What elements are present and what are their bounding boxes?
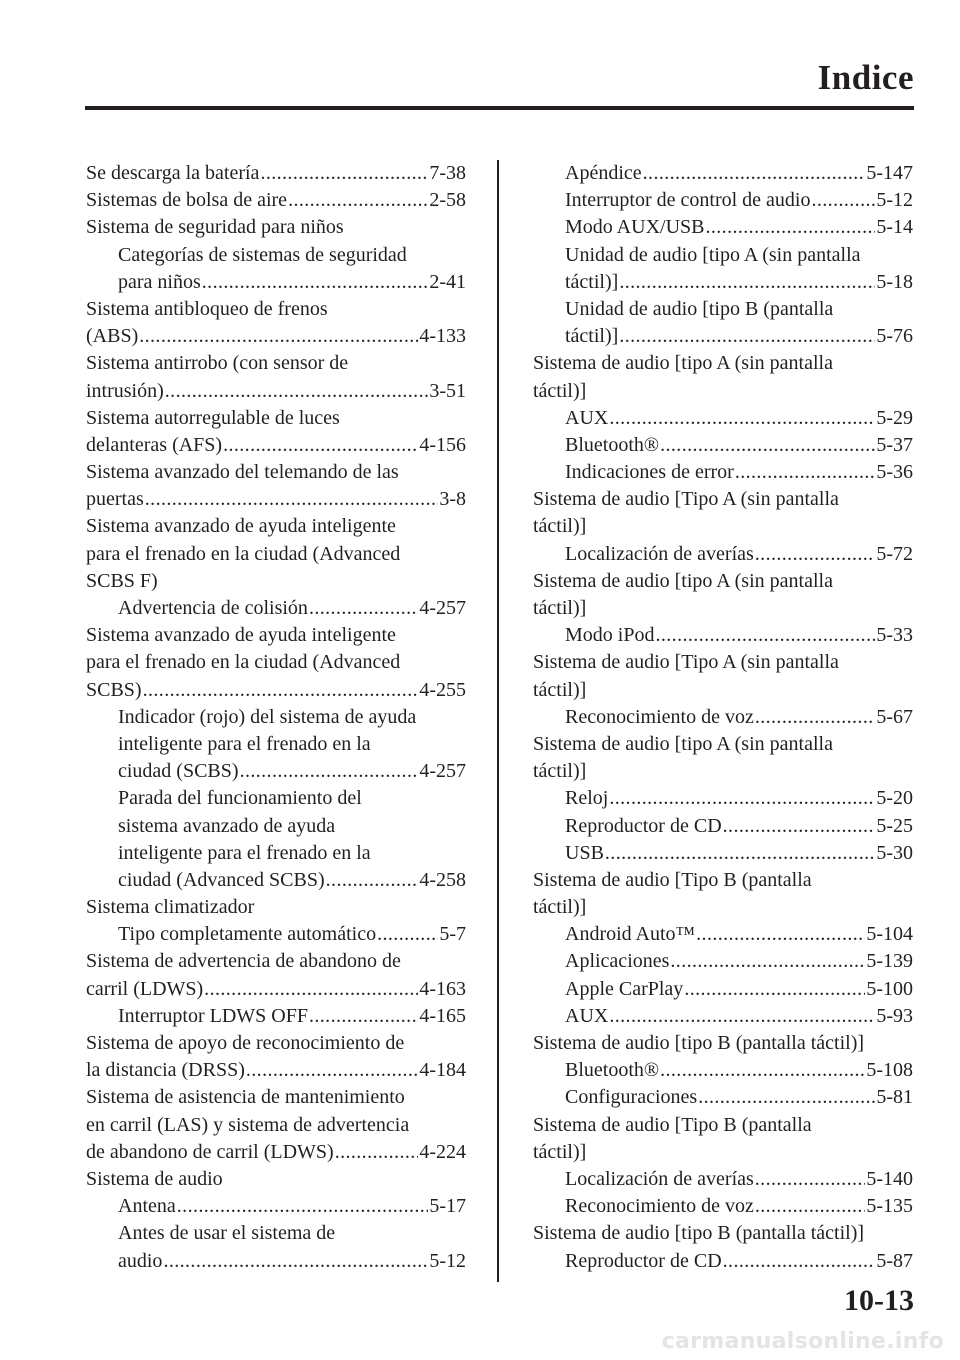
dot-leader	[698, 1084, 875, 1111]
index-entry	[86, 921, 466, 948]
index-entry-text: Sistema de asistencia de mantenimiento	[86, 1086, 405, 1109]
index-entry-text: Sistema de audio [Tipo A (sin pantalla	[533, 488, 839, 511]
dot-leader	[619, 323, 875, 350]
index-entry-text: Tipo completamente automático	[118, 923, 377, 946]
dot-leader	[755, 704, 876, 731]
index-heading	[86, 785, 466, 812]
index-page-ref: 4-255	[419, 678, 466, 701]
index-page-ref: 5-81	[876, 1086, 913, 1109]
index-entry-text: Sistema de audio [Tipo B (pantalla	[533, 868, 812, 891]
index-page-ref: 5-108	[866, 1059, 913, 1082]
index-entry-text: de abandono de carril (LDWS)	[86, 1140, 334, 1163]
index-page-ref: 5-20	[876, 787, 913, 810]
index-entry-text: carril (LDWS)	[86, 977, 204, 1000]
index-page-ref: 4-184	[419, 1059, 466, 1082]
index-entry-text: Sistema avanzado de ayuda inteligente	[86, 515, 396, 538]
index-entry	[86, 976, 466, 1003]
index-entry-text: Sistema climatizador	[86, 896, 255, 919]
index-entry-text: Sistema de audio [tipo B (pantalla táctil)]	[533, 1032, 865, 1054]
index-entry	[86, 160, 466, 187]
index-entry	[86, 1248, 466, 1275]
index-entry	[533, 1003, 913, 1030]
index-entry-text: Unidad de audio [tipo B (pantalla	[565, 297, 834, 320]
index-entry-text: Advertencia de colisión	[118, 597, 308, 619]
dot-leader	[811, 187, 875, 214]
index-page-ref: 5-72	[876, 542, 913, 565]
index-heading	[86, 894, 466, 921]
page-title: Indice	[817, 58, 914, 97]
index-entry-text: Modo iPod	[565, 624, 655, 647]
index-heading	[86, 948, 466, 975]
index-entry-text: Localización de averías	[565, 1167, 754, 1190]
page-number: 10-13	[844, 1284, 914, 1317]
index-heading	[533, 513, 913, 540]
index-entry-text: (ABS)	[86, 325, 139, 348]
index-heading	[86, 350, 466, 377]
index-entry	[86, 677, 466, 704]
index-heading	[533, 350, 913, 377]
index-heading	[533, 1030, 913, 1057]
dot-leader	[177, 1193, 429, 1220]
index-entry-text: táctil)]	[565, 270, 619, 293]
index-heading	[86, 568, 466, 595]
index-entry-text: delanteras (AFS)	[86, 433, 223, 456]
index-entry-text: Configuraciones	[565, 1086, 698, 1109]
index-page-ref: 5-87	[876, 1249, 913, 1272]
index-entry	[533, 948, 913, 975]
index-heading	[86, 731, 466, 758]
index-entry-text: táctil)]	[565, 325, 619, 348]
index-entry-text: Sistema autorregulable de luces	[86, 406, 340, 429]
index-page-ref: 4-165	[419, 1004, 466, 1027]
index-entry-text: Sistema de seguridad para niños	[86, 216, 344, 239]
index-entry-text: Sistema avanzado de ayuda inteligente	[86, 624, 396, 647]
index-entry-text: Indicador (rojo) del sistema de ayuda	[118, 705, 417, 728]
index-page-ref: 5-37	[876, 433, 913, 456]
index-heading	[533, 894, 913, 921]
index-entry-text: sistema avanzado de ayuda	[118, 814, 336, 837]
index-page-ref: 5-12	[429, 1249, 466, 1272]
index-entry-text: Sistemas de bolsa de aire	[86, 189, 288, 212]
index-page-ref: 5-7	[439, 923, 466, 946]
index-page-ref: 5-30	[876, 841, 913, 864]
index-entry-text: SCBS F)	[86, 569, 158, 592]
index-entry-text: Modo AUX/USB	[565, 216, 705, 239]
index-entry	[86, 486, 466, 513]
index-entry-text: Sistema antirrobo (con sensor de	[86, 352, 349, 375]
index-entry-text: táctil)]	[533, 760, 587, 783]
index-entry	[533, 1084, 913, 1111]
dot-leader	[755, 1193, 866, 1220]
index-entry-text: Reloj	[565, 787, 609, 810]
index-entry	[86, 595, 466, 622]
index-heading	[533, 758, 913, 785]
index-heading	[533, 1139, 913, 1166]
index-heading	[86, 405, 466, 432]
index-entry-text: Bluetooth®	[565, 1059, 660, 1082]
dot-leader	[609, 785, 875, 812]
dot-leader	[755, 1166, 866, 1193]
index-page-ref: 5-12	[876, 189, 913, 212]
index-heading	[86, 1084, 466, 1111]
index-page-ref: 5-135	[866, 1195, 913, 1218]
index-entry-text: Aplicaciones	[565, 950, 670, 973]
dot-leader	[288, 187, 428, 214]
index-entry	[533, 214, 913, 241]
index-page-ref: 4-257	[419, 760, 466, 783]
index-entry-text: ciudad (SCBS)	[118, 760, 239, 783]
index-page-ref: 2-58	[429, 189, 466, 212]
index-entry	[533, 323, 913, 350]
index-entry	[533, 1193, 913, 1220]
index-heading	[533, 595, 913, 622]
index-entry-text: Reproductor de CD	[565, 814, 722, 837]
index-entry-text: inteligente para el frenado en la	[118, 732, 371, 755]
index-entry-text: táctil)]	[533, 379, 587, 402]
index-heading	[533, 242, 913, 269]
dot-leader	[309, 1003, 418, 1030]
index-entry	[533, 1248, 913, 1275]
column-divider	[497, 160, 499, 1282]
index-entry-text: para el frenado en la ciudad (Advanced	[86, 542, 401, 565]
dot-leader	[723, 813, 876, 840]
index-entry	[533, 269, 913, 296]
index-entry-text: Indicaciones de error	[565, 461, 734, 484]
index-entry	[533, 1057, 913, 1084]
index-heading	[533, 649, 913, 676]
index-entry	[533, 785, 913, 812]
index-entry-text: táctil)]	[533, 515, 587, 538]
index-page-ref: 2-41	[429, 270, 466, 293]
index-entry-text: para niños	[118, 270, 201, 293]
index-entry-text: Categorías de sistemas de seguridad	[118, 243, 407, 266]
index-entry-text: táctil)]	[533, 896, 587, 919]
index-entry-text: Se descarga la batería	[86, 162, 260, 184]
dot-leader	[165, 378, 429, 405]
dot-leader	[246, 1057, 418, 1084]
dot-leader	[660, 1057, 865, 1084]
index-page-ref: 5-25	[876, 814, 913, 837]
index-heading	[86, 840, 466, 867]
dot-leader	[204, 976, 418, 1003]
index-heading	[533, 378, 913, 405]
index-entry	[533, 976, 913, 1003]
index-heading	[86, 1166, 466, 1193]
index-entry	[86, 1139, 466, 1166]
index-page-ref: 5-76	[876, 325, 913, 348]
index-entry-text: Interruptor LDWS OFF	[118, 1004, 308, 1027]
dot-leader	[202, 269, 429, 296]
index-entry	[533, 160, 913, 187]
dot-leader	[377, 921, 438, 948]
index-entry-text: Sistema de advertencia de abandono de	[86, 950, 401, 973]
index-entry-text: Bluetooth®	[565, 433, 660, 456]
index-page-ref: 4-224	[419, 1140, 466, 1163]
index-column-left	[86, 160, 466, 1275]
index-entry-text: Apple CarPlay	[565, 977, 684, 1000]
index-entry	[86, 1057, 466, 1084]
index-entry-text: Reconocimiento de voz	[565, 1195, 754, 1218]
index-page-ref: 5-140	[866, 1167, 913, 1190]
index-heading	[86, 1030, 466, 1057]
index-page-ref: 4-257	[419, 597, 466, 619]
index-page-ref: 5-67	[876, 705, 913, 728]
dot-leader	[755, 541, 876, 568]
index-heading	[533, 486, 913, 513]
dot-leader	[609, 405, 875, 432]
index-page-ref: 5-18	[876, 270, 913, 293]
index-entry	[533, 704, 913, 731]
index-page-ref: 3-51	[429, 379, 466, 402]
index-entry-text: Sistema avanzado del telemando de las	[86, 461, 399, 484]
dot-leader	[696, 921, 865, 948]
index-entry-text: Localización de averías	[565, 542, 754, 565]
index-page-ref: 5-36	[876, 461, 913, 484]
index-entry-text: Reproductor de CD	[565, 1249, 722, 1272]
index-heading	[86, 296, 466, 323]
index-heading	[86, 214, 466, 241]
index-entry	[533, 432, 913, 459]
index-entry-text: Sistema de audio [Tipo B (pantalla	[533, 1113, 812, 1136]
dot-leader	[309, 595, 418, 622]
index-heading	[86, 459, 466, 486]
index-heading	[86, 1220, 466, 1247]
index-entry-text: en carril (LAS) y sistema de advertencia	[86, 1113, 410, 1136]
index-page-ref: 5-17	[429, 1195, 466, 1218]
index-entry-text: USB	[565, 841, 604, 864]
index-heading	[533, 1112, 913, 1139]
index-entry-text: intrusión)	[86, 379, 164, 402]
index-entry	[86, 758, 466, 785]
index-page-ref: 4-133	[419, 325, 466, 348]
index-entry	[533, 813, 913, 840]
index-entry	[86, 269, 466, 296]
dot-leader	[335, 1139, 419, 1166]
index-heading	[86, 622, 466, 649]
index-heading	[86, 813, 466, 840]
index-entry-text: Reconocimiento de voz	[565, 705, 754, 728]
index-heading	[533, 1220, 913, 1247]
dot-leader	[705, 214, 875, 241]
index-entry-text: Sistema de audio	[86, 1167, 223, 1190]
index-heading	[86, 242, 466, 269]
index-entry	[86, 323, 466, 350]
index-entry-text: AUX	[565, 406, 609, 429]
index-entry-text: SCBS)	[86, 678, 142, 701]
index-page-ref: 7-38	[429, 162, 466, 184]
index-heading	[533, 867, 913, 894]
index-page-ref: 5-14	[876, 216, 913, 239]
dot-leader	[605, 840, 875, 867]
index-heading	[533, 296, 913, 323]
index-entry-text: para el frenado en la ciudad (Advanced	[86, 651, 401, 674]
index-entry-text: táctil)]	[533, 678, 587, 701]
index-page-ref: 3-8	[439, 488, 466, 511]
index-entry	[86, 1193, 466, 1220]
index-entry-text: ciudad (Advanced SCBS)	[118, 868, 325, 891]
index-entry-text: puertas	[86, 488, 144, 511]
index-heading	[86, 704, 466, 731]
index-entry-text: Sistema de apoyo de reconocimiento de	[86, 1032, 405, 1054]
index-entry	[86, 378, 466, 405]
index-page-ref: 5-139	[866, 950, 913, 973]
index-heading	[533, 677, 913, 704]
index-entry-text: Apéndice	[565, 162, 642, 184]
index-heading	[533, 731, 913, 758]
dot-leader	[670, 948, 865, 975]
index-entry	[533, 541, 913, 568]
index-page-ref: 4-156	[419, 433, 466, 456]
index-entry-text: Sistema de audio [tipo A (sin pantalla	[533, 352, 833, 375]
dot-leader	[145, 486, 439, 513]
index-entry-text: táctil)]	[533, 1140, 587, 1163]
dot-leader	[326, 867, 419, 894]
header-rule	[85, 106, 914, 110]
index-heading	[86, 513, 466, 540]
index-entry	[533, 405, 913, 432]
dot-leader	[609, 1003, 875, 1030]
index-entry-text: la distancia (DRSS)	[86, 1059, 245, 1082]
dot-leader	[660, 432, 875, 459]
watermark: carmanualsonline.info	[661, 1329, 944, 1354]
index-heading	[86, 541, 466, 568]
index-entry-text: Interruptor de control de audio	[565, 189, 811, 212]
dot-leader	[723, 1248, 876, 1275]
index-page-ref: 4-258	[419, 868, 466, 891]
index-page-ref: 4-163	[419, 977, 466, 1000]
index-entry	[533, 921, 913, 948]
dot-leader	[223, 432, 418, 459]
index-entry-text: Antes de usar el sistema de	[118, 1222, 336, 1245]
index-entry-text: audio	[118, 1249, 163, 1272]
index-entry-text: Sistema de audio [Tipo A (sin pantalla	[533, 651, 839, 674]
dot-leader	[684, 976, 865, 1003]
dot-leader	[619, 269, 875, 296]
index-page-ref: 5-100	[866, 977, 913, 1000]
index-entry	[86, 867, 466, 894]
index-entry	[533, 622, 913, 649]
dot-leader	[143, 677, 419, 704]
index-heading	[533, 568, 913, 595]
dot-leader	[260, 160, 428, 187]
index-entry-text: táctil)]	[533, 597, 587, 619]
index-entry	[86, 1003, 466, 1030]
dot-leader	[240, 758, 419, 785]
index-entry-text: Sistema de audio [tipo A (sin pantalla	[533, 569, 833, 592]
index-entry-text: Sistema de audio [tipo A (sin pantalla	[533, 732, 833, 755]
index-entry-text: inteligente para el frenado en la	[118, 841, 371, 864]
index-entry-text: Unidad de audio [tipo A (sin pantalla	[565, 243, 861, 266]
index-page-ref: 5-93	[876, 1004, 913, 1027]
index-column-right	[533, 160, 913, 1275]
index-heading	[86, 1112, 466, 1139]
dot-leader	[139, 323, 418, 350]
index-entry	[533, 1166, 913, 1193]
dot-leader	[655, 622, 875, 649]
index-entry-text: Android Auto™	[565, 923, 696, 946]
index-page-ref: 5-147	[866, 162, 913, 184]
index-page-ref: 5-104	[866, 923, 913, 946]
dot-leader	[163, 1248, 428, 1275]
index-entry	[533, 840, 913, 867]
index-entry	[533, 187, 913, 214]
index-entry	[86, 432, 466, 459]
index-entry-text: AUX	[565, 1004, 609, 1027]
index-entry	[86, 187, 466, 214]
index-entry-text: Parada del funcionamiento del	[118, 787, 362, 810]
index-entry	[533, 459, 913, 486]
dot-leader	[735, 459, 876, 486]
dot-leader	[643, 160, 866, 187]
index-entry-text: Sistema de audio [tipo B (pantalla táctil)]	[533, 1222, 865, 1245]
index-entry-text: Antena	[118, 1195, 176, 1218]
index-entry-text: Sistema antibloqueo de frenos	[86, 297, 328, 320]
index-page-ref: 5-33	[876, 624, 913, 647]
index-page-ref: 5-29	[876, 406, 913, 429]
index-heading	[86, 649, 466, 676]
